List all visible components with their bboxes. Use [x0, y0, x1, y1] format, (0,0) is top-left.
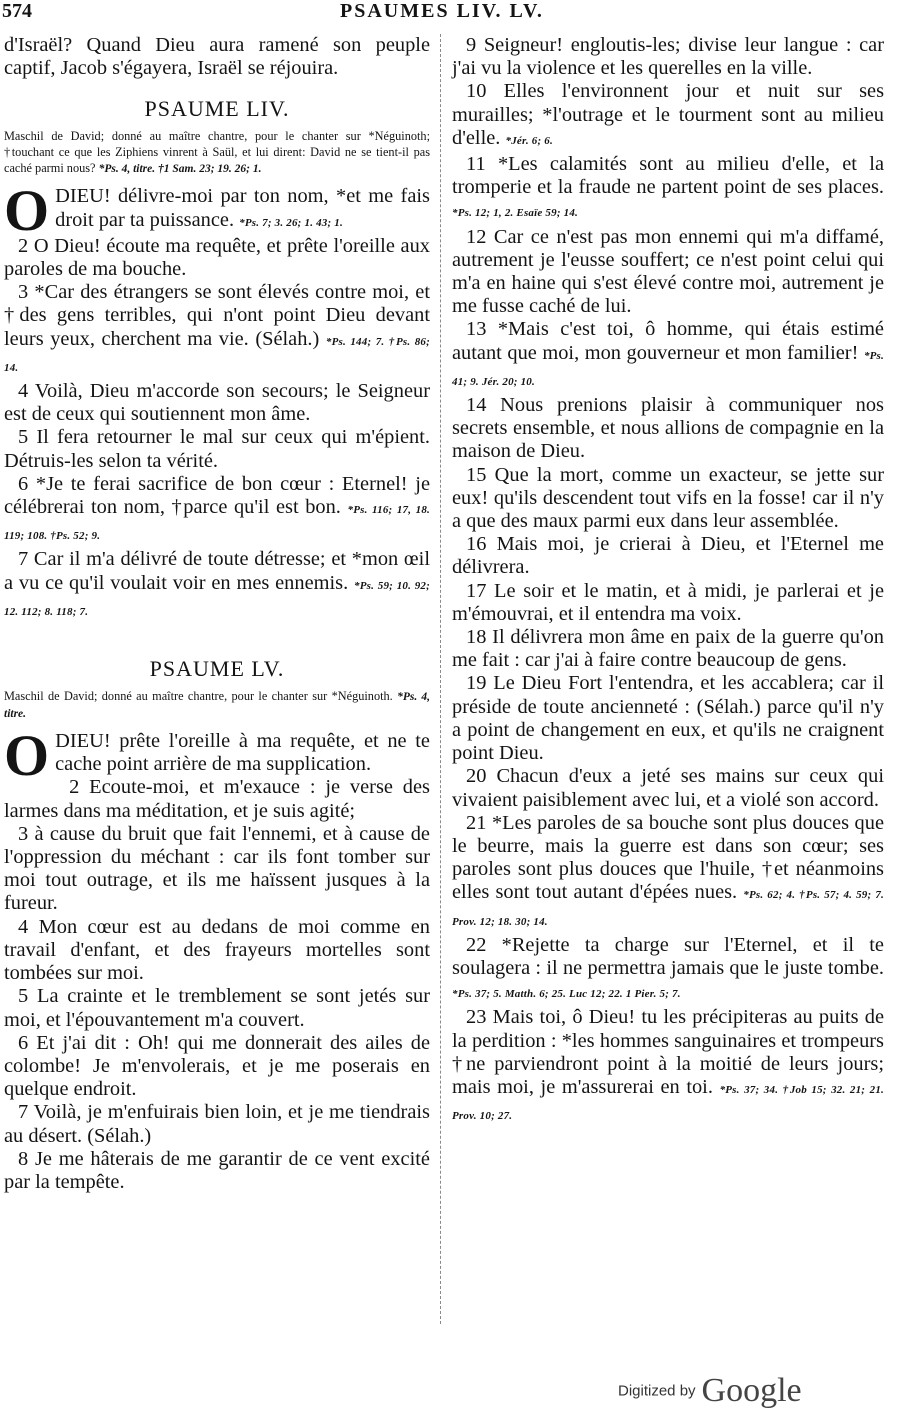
drop-cap: O: [4, 178, 50, 244]
verse-text: DIEU! délivre-moi par ton nom, *et me fais droit par ta puissance.: [55, 185, 430, 231]
psalm-54-superscription: [4, 128, 430, 177]
psalm-54-title: PSAUME LIV.: [144, 96, 290, 122]
cross-reference: *Ps. 59; 10. 92; 12. 112; 8. 118; 7.: [4, 579, 430, 618]
cross-reference: *Ps. 37; 34. †Job 15; 32. 21; 21. Prov. 10; 27.: [452, 1083, 884, 1123]
right-column: [452, 34, 884, 1128]
superscription-ref: *Ps. 4, titre.: [4, 691, 431, 721]
psalm-54-verse-3: [4, 281, 430, 380]
verse-text: 7 Car il m'a délivré de toute détresse; et *mon œil a vu ce qu'il voulait voir en mes ennemis.: [4, 548, 430, 594]
cross-reference: *Ps. 62; 4. †Ps. 57; 4. 59; 7. Prov. 12; 18. 30; 14.: [452, 889, 884, 928]
cross-reference: *Ps. 37; 5. Matth. 6; 25. Luc 12; 22. 1 Pier. 5; 7.: [452, 988, 681, 1001]
cross-reference: *Ps. 41; 9. Jér. 20; 10.: [452, 349, 884, 388]
psalm-55-verse-4: 4 Mon cœur est au dedans de moi comme en travail d'enfant, et des frayeurs mortelles sont tombées sur moi.: [4, 915, 430, 985]
psalm-55-verse-2: 2 Ecoute-moi, et m'exauce : je verse des larmes dans ma méditation, et je suis agité;: [4, 776, 430, 822]
psalm-55-verse-5: 5 La crainte et le tremblement se sont jetés sur moi, et l'épouvantement m'a couvert.: [4, 985, 430, 1031]
column-divider: [440, 34, 441, 1324]
cross-reference: *Ps. 12; 1, 2. Esaïe 59; 14.: [452, 207, 578, 220]
digitized-watermark: [618, 1372, 802, 1412]
digitized-label: Digitized by: [618, 1382, 696, 1400]
verse-text: 23 Mais toi, ô Dieu! tu les précipiteras au puits de la perdition : *les hommes sanguinaires et trompeurs †ne parviendront point à la moitié de leurs jours; mais moi, je m'assurerai en toi.: [452, 1006, 884, 1098]
psalm-55-verse-18: 18 Il délivrera mon âme en paix de la guerre qu'on me fait : car j'ai à faire contre beaucoup de gens.: [452, 626, 884, 672]
psalm-55-verse-8: 8 Je me hâterais de me garantir de ce vent excité par la tempête.: [4, 1147, 430, 1193]
psalm-55-verse-11: [452, 153, 884, 226]
psalm-55-verse-3: 3 à cause du bruit que fait l'ennemi, et à cause de l'oppression du méchant : car ils font tomber sur moi tout outrage, et ils me haïssent jusques à la fureur.: [4, 822, 430, 915]
drop-cap: O: [4, 723, 50, 789]
cross-reference: *Jér. 6; 6.: [505, 134, 553, 147]
psalm-55-verse-14: 14 Nous prenions plaisir à communiquer nos secrets ensemble, et nous allions de compagnie en la maison de Dieu.: [452, 394, 884, 463]
psalm-55-verse-16: 16 Mais moi, je crierai à Dieu, et l'Eternel me délivrera.: [452, 533, 884, 579]
page-number: 574: [2, 0, 32, 22]
psalm-55-verse-12: 12 Car ce n'est pas mon ennemi qui m'a diffamé, autrement je l'eusse souffert; ce n'est point celui qui m'a en haine qui s'est élevé contre moi, autrement je me fusse caché de lui.: [452, 225, 884, 318]
psalm-54-verse-7: [4, 548, 430, 624]
verse-text: 6 *Je te ferai sacrifice de bon cœur : Eternel! je célébrerai ton nom, †parce qu'il est bon.: [4, 472, 430, 519]
verse-text: DIEU! prête l'oreille à ma requête, et ne te cache point arrière de ma supplication.: [55, 730, 430, 776]
psalm-54-verse-5: 5 Il fera retourner le mal sur ceux qui m'épient. Détruis-les selon ta vérité.: [4, 426, 430, 472]
psalm-54-verse-2: 2 O Dieu! écoute ma requête, et prête l'oreille aux paroles de ma bouche.: [4, 234, 430, 281]
psalm-55-title: PSAUME LV.: [149, 656, 285, 682]
spacer: [4, 624, 430, 640]
google-logo: Google: [701, 1372, 802, 1409]
verse-text: 3 *Car des étrangers se sont élevés contre moi, et †des gens terribles, qui n'ont point Dieu devant leurs yeux, cherchent ma vie. (Sélah.): [4, 281, 430, 350]
verse-text: 11 *Les calamités sont au milieu d'elle, et la tromperie et la fraude ne partent point de ses places.: [452, 153, 884, 199]
left-column: [4, 34, 430, 1194]
verse-text: 22 *Rejette ta charge sur l'Eternel, et il te soulagera : il ne permettra jamais que le juste tombe.: [452, 933, 884, 979]
psalm-55-verse-21: [452, 812, 884, 934]
verse-text: 13 *Mais c'est toi, ô homme, qui étais estimé autant que moi, mon gouverneur et mon familier!: [452, 318, 884, 364]
psalm-55-verse-9: 9 Seigneur! engloutis-les; divise leur langue : car j'ai vu la violence et les querelles en la ville.: [452, 34, 884, 80]
superscription-ref: *Ps. 4, titre. †1 Sam. 23; 19. 26; 1.: [98, 163, 262, 176]
psalm-55-verse-6: 6 Et j'ai dit : Oh! qui me donnerait des ailes de colombe! Je m'envolerais, et je me poserais en quelque endroit.: [4, 1031, 430, 1101]
page-header: [0, 0, 918, 32]
psalm-55-verse-15: 15 Que la mort, comme un exacteur, se jette sur eux! qu'ils descendent tout vifs en la fosse! car il n'y a que des maux parmi eux dans leur assemblée.: [452, 463, 884, 533]
superscription-text: Maschil de David; donné au maître chantre, pour le chanter sur *Néguinoth.: [4, 689, 393, 704]
psalm-54-verse-1: [4, 178, 430, 244]
cross-reference: *Ps. 144; 7. †Ps. 86; 14.: [4, 335, 430, 374]
psalm-55-verse-19: 19 Le Dieu Fort l'entendra, et les accablera; car il préside de toute ancienneté : (Sélah.) parce qu'il n'y a point de changement en eux, et qu'ils ne craignent point Dieu.: [452, 672, 884, 765]
psalm-55-verse-7: 7 Voilà, je m'enfuirais bien loin, et je me tiendrais au désert. (Sélah.): [4, 1101, 430, 1147]
psalm-55-verse-10: [452, 80, 884, 153]
verse-text: 10 Elles l'environnent jour et nuit sur ses murailles; *l'outrage et le tourment sont au milieu d'elle.: [452, 80, 884, 149]
psalm-55-verse-23: [452, 1006, 884, 1128]
psalm-55-verse-13: [452, 318, 884, 394]
verse-text: 21 *Les paroles de sa bouche sont plus douces que le beurre, mais la guerre est dans son cœur; ses paroles sont plus douces que l'huile, †et néanmoins elles sont tout autant d'épées nues.: [452, 811, 884, 904]
psalm-55-verse-17: 17 Le soir et le matin, et à midi, je parlerai et je m'émouvrai, et il entendra ma voix.: [452, 579, 884, 625]
psalm-54-verse-4: 4 Voilà, Dieu m'accorde son secours; le Seigneur est de ceux qui soutiennent mon âme.: [4, 380, 430, 426]
psalm-55-superscription: [4, 688, 430, 722]
running-head: PSAUMES LIV. LV.: [340, 0, 544, 22]
psalm-55-verse-22: [452, 934, 884, 1007]
intro-text: d'Israël? Quand Dieu aura ramené son peuple captif, Jacob s'égayera, Israël se réjouira.: [4, 34, 430, 80]
psalm-54-verse-6: [4, 473, 430, 549]
cross-reference: *Ps. 116; 17, 18. 119; 108. †Ps. 52; 9.: [4, 504, 430, 543]
psalm-55-verse-20: 20 Chacun d'eux a jeté ses mains sur ceux qui vivaient paisiblement avec lui, et a violé son accord.: [452, 765, 884, 811]
psalm-55-verse-1: [4, 723, 430, 789]
superscription-text: Maschil de David; donné au maître chantre, pour le chanter sur *Néguinoth; †touchant ce que les Ziphiens vinrent à Saül, et lui dirent: David ne se tient-il pas caché parmi nous?: [4, 129, 430, 176]
cross-reference: *Ps. 7; 3. 26; 1. 43; 1.: [239, 216, 343, 229]
